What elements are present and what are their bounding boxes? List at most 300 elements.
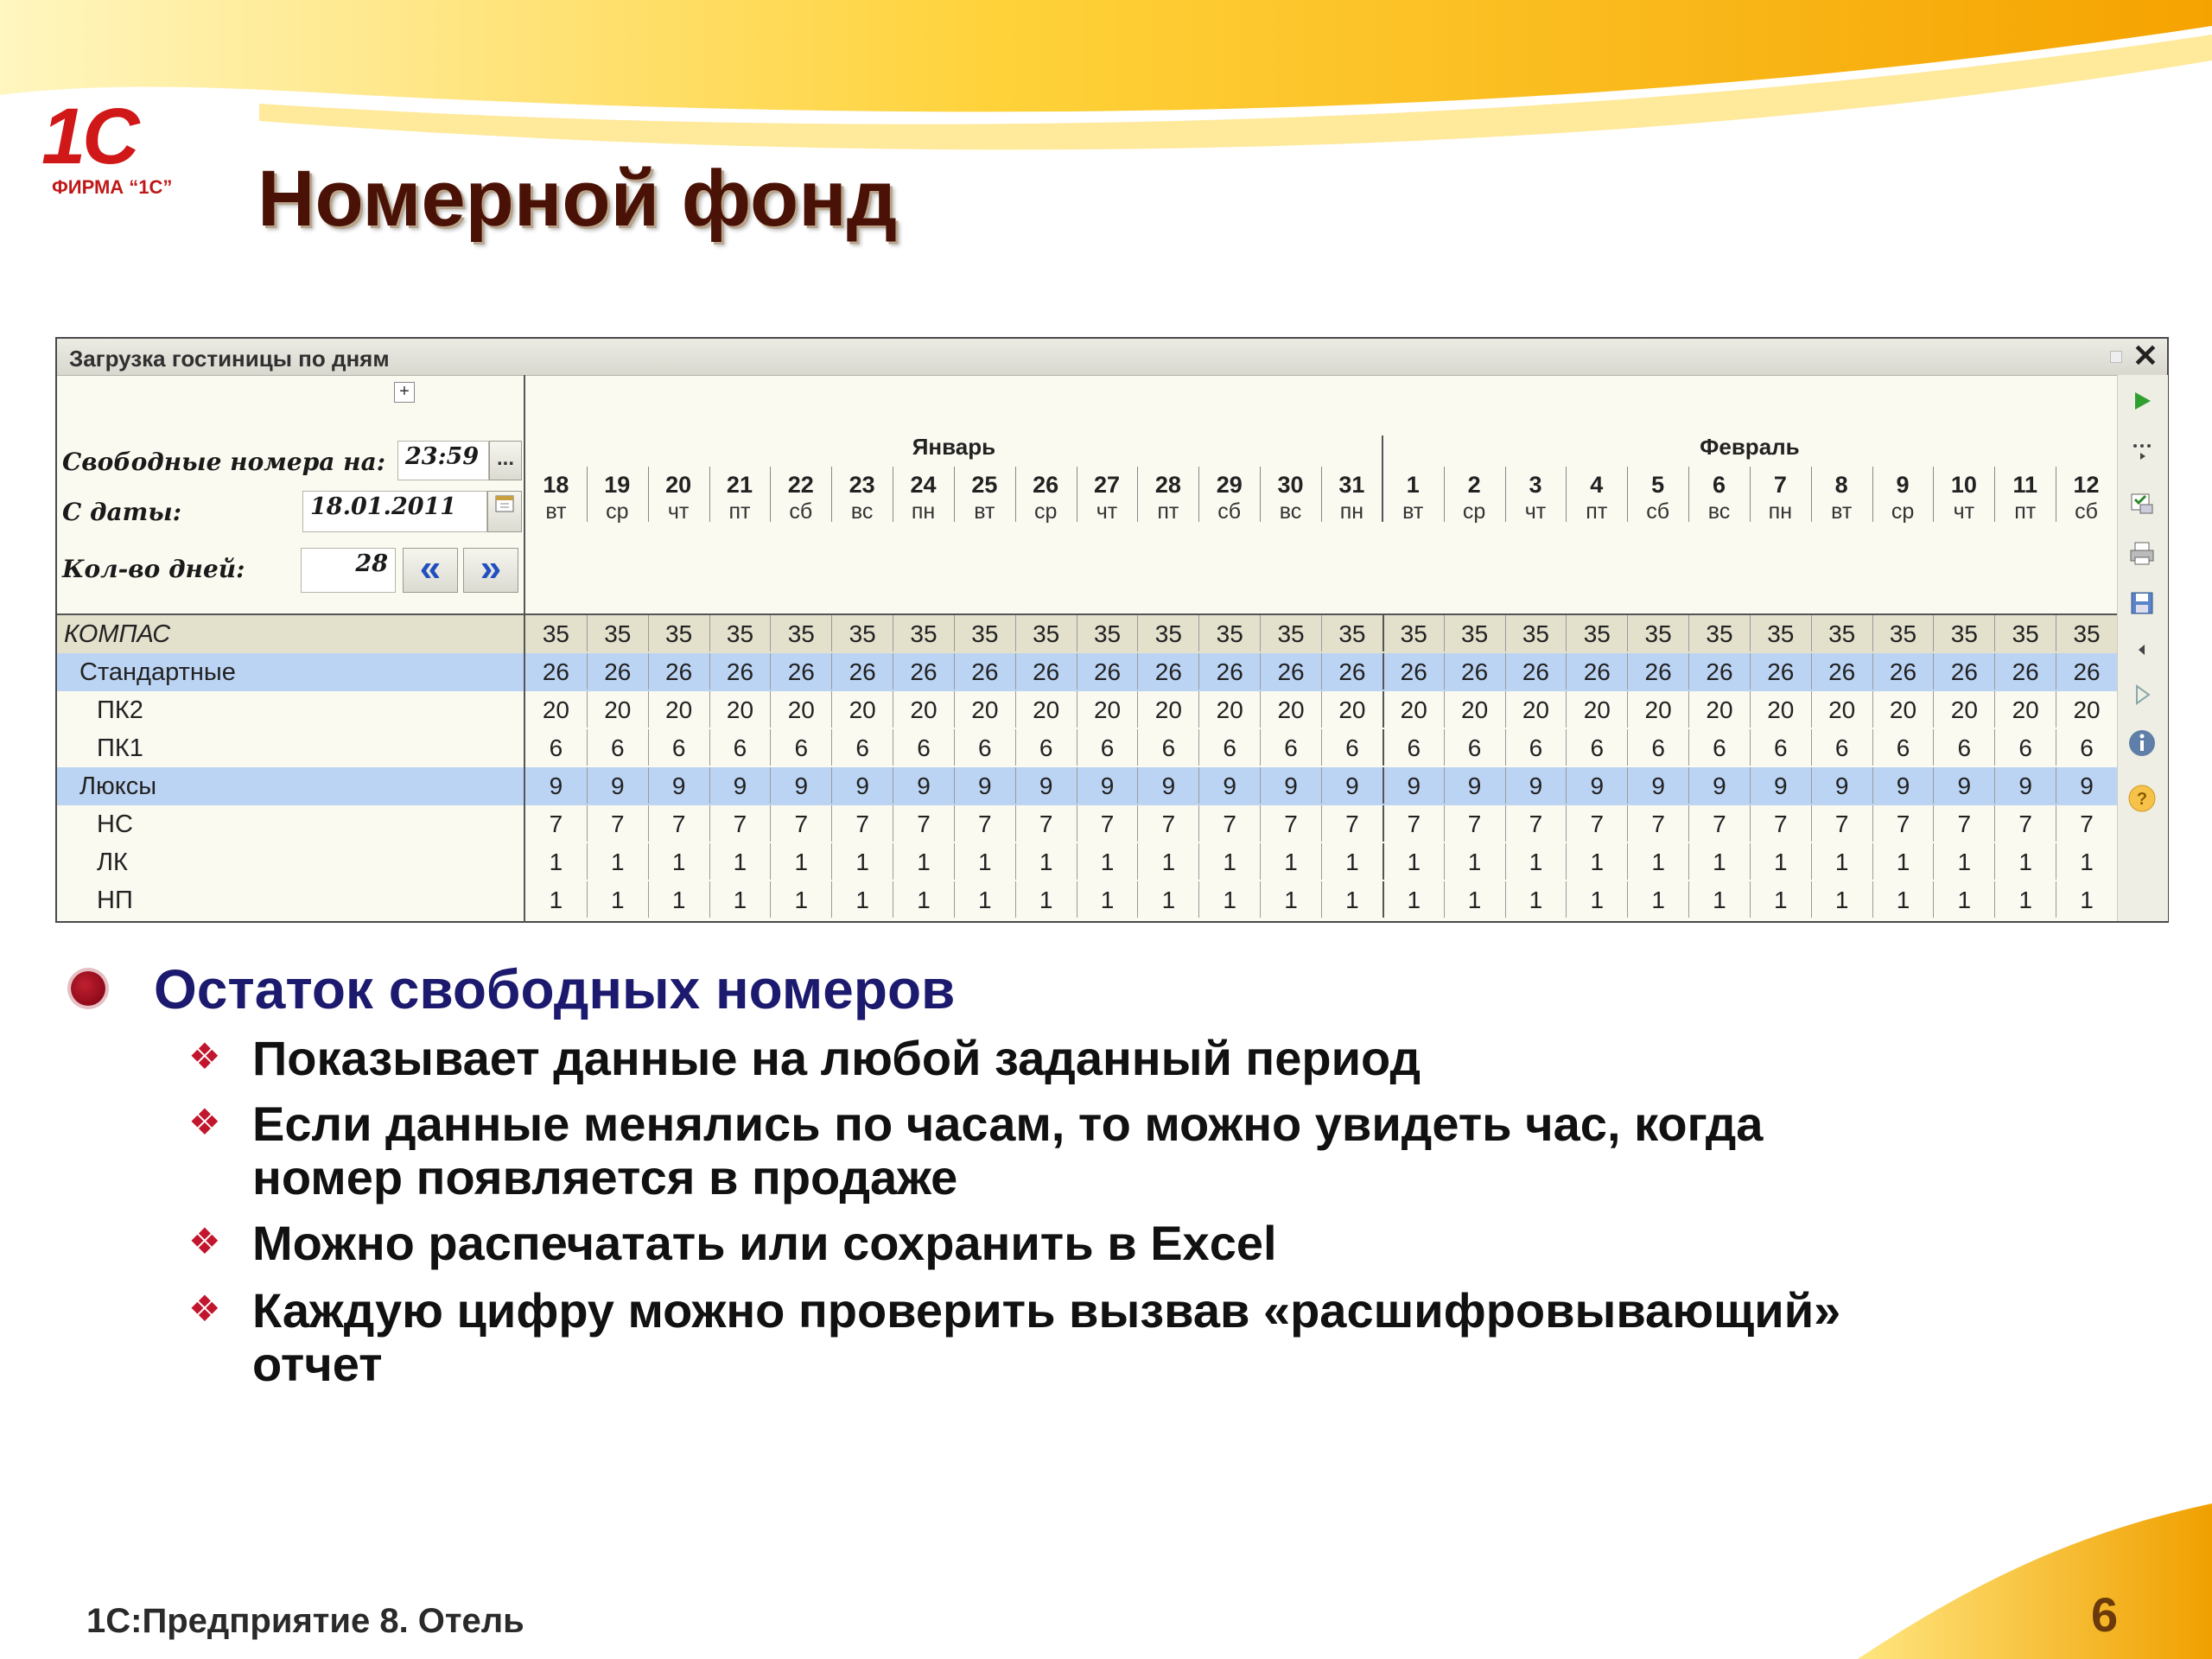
day-number: 11 bbox=[2012, 472, 2037, 498]
company-logo bbox=[41, 92, 214, 200]
window-toolbar bbox=[2117, 375, 2168, 921]
forward-icon[interactable] bbox=[2126, 679, 2158, 710]
availability-cell[interactable]: 20 bbox=[1260, 691, 1321, 728]
availability-cell[interactable]: 20 bbox=[893, 691, 954, 728]
day-number: 7 bbox=[1773, 472, 1787, 498]
weekday-label: ср bbox=[606, 499, 629, 524]
availability-cell[interactable]: 35 bbox=[542, 620, 569, 647]
availability-cell[interactable]: 6 bbox=[587, 729, 648, 766]
availability-cell[interactable]: 26 bbox=[1933, 653, 1994, 690]
availability-cell[interactable]: 9 bbox=[1566, 767, 1627, 804]
time-field[interactable]: 23:59 bbox=[397, 441, 489, 480]
weekday-label: чт bbox=[1096, 499, 1118, 524]
info-icon[interactable] bbox=[2126, 728, 2158, 759]
time-select-button[interactable]: ... bbox=[489, 441, 522, 480]
day-separator bbox=[1994, 467, 1995, 522]
availability-cell[interactable]: 1 bbox=[770, 881, 831, 918]
availability-cell[interactable]: 20 bbox=[1811, 691, 1872, 728]
availability-cell[interactable]: 35 bbox=[1198, 615, 1260, 652]
availability-cell[interactable]: 9 bbox=[1627, 767, 1688, 804]
availability-cell[interactable]: 1 bbox=[1627, 881, 1688, 918]
availability-cell[interactable]: 1 bbox=[1260, 881, 1321, 918]
prev-period-button[interactable]: « bbox=[403, 548, 458, 593]
availability-cell[interactable]: 9 bbox=[587, 767, 648, 804]
availability-cell[interactable]: 35 bbox=[1811, 615, 1872, 652]
day-number: 27 bbox=[1094, 472, 1121, 498]
availability-cell[interactable]: 26 bbox=[709, 653, 771, 690]
table-row[interactable] bbox=[57, 881, 2117, 919]
availability-cell[interactable]: 1 bbox=[1811, 881, 1872, 918]
availability-cell[interactable]: 20 bbox=[1015, 691, 1077, 728]
day-number: 5 bbox=[1651, 472, 1665, 498]
availability-cell[interactable]: 6 bbox=[549, 734, 563, 761]
availability-cell[interactable]: 9 bbox=[1750, 767, 1811, 804]
main-bullet-icon bbox=[71, 971, 105, 1006]
print-icon[interactable] bbox=[2126, 537, 2158, 569]
availability-cell[interactable]: 1 bbox=[1137, 881, 1198, 918]
availability-cell[interactable]: 7 bbox=[1750, 805, 1811, 842]
availability-cell[interactable]: 1 bbox=[954, 843, 1015, 880]
availability-cell[interactable]: 6 bbox=[1566, 729, 1627, 766]
settings-icon[interactable] bbox=[2126, 487, 2158, 518]
availability-cell[interactable]: 1 bbox=[1382, 843, 1444, 880]
weekday-label: вт bbox=[1831, 499, 1853, 524]
window-title: Загрузка гостиницы по дням bbox=[69, 346, 390, 372]
day-separator bbox=[648, 467, 649, 522]
availability-cell[interactable]: 1 bbox=[893, 843, 954, 880]
row-cells bbox=[525, 729, 2117, 766]
availability-cell[interactable]: 9 bbox=[549, 772, 563, 799]
availability-cell[interactable]: 1 bbox=[549, 887, 563, 913]
availability-cell[interactable]: 1 bbox=[1321, 881, 1382, 918]
availability-cell[interactable]: 9 bbox=[831, 767, 893, 804]
availability-cell[interactable]: 6 bbox=[1015, 729, 1077, 766]
main-bullet: Остаток свободных номеров bbox=[154, 958, 956, 1020]
weekday-label: ср bbox=[1033, 499, 1058, 524]
availability-cell[interactable]: 9 bbox=[1260, 767, 1321, 804]
availability-cell[interactable]: 7 bbox=[1933, 805, 1994, 842]
availability-cell[interactable]: 35 bbox=[1933, 615, 1994, 652]
availability-cell[interactable]: 20 bbox=[587, 691, 648, 728]
next-period-button[interactable]: » bbox=[463, 548, 518, 593]
bullet-item-continuation: отчет bbox=[252, 1337, 383, 1391]
availability-cell[interactable]: 35 bbox=[2056, 615, 2117, 652]
availability-cell[interactable]: 6 bbox=[1505, 729, 1567, 766]
more-icon[interactable] bbox=[2126, 435, 2158, 467]
availability-cell[interactable]: 9 bbox=[954, 767, 1015, 804]
availability-cell[interactable]: 20 bbox=[1077, 691, 1138, 728]
availability-cell[interactable]: 1 bbox=[1566, 843, 1627, 880]
day-separator bbox=[1811, 467, 1812, 522]
availability-cell[interactable]: 9 bbox=[1137, 767, 1198, 804]
availability-cell[interactable]: 20 bbox=[709, 691, 771, 728]
weekday-label: ср bbox=[1462, 499, 1486, 524]
availability-cell[interactable]: 1 bbox=[587, 881, 648, 918]
calendar-header bbox=[525, 375, 2117, 522]
availability-cell[interactable]: 9 bbox=[1444, 767, 1505, 804]
availability-cell[interactable]: 6 bbox=[1444, 729, 1505, 766]
availability-cell[interactable]: 20 bbox=[1750, 691, 1811, 728]
table-row[interactable] bbox=[57, 805, 2117, 843]
availability-cell[interactable]: 26 bbox=[1872, 653, 1934, 690]
bullet-item: Можно распечатать или сохранить в Excel bbox=[252, 1216, 1277, 1270]
day-separator bbox=[770, 467, 771, 522]
availability-cell[interactable]: 1 bbox=[1137, 843, 1198, 880]
availability-cell[interactable]: 7 bbox=[1627, 805, 1688, 842]
availability-cell[interactable]: 35 bbox=[587, 615, 648, 652]
help-icon[interactable] bbox=[2126, 783, 2158, 814]
availability-cell[interactable]: 35 bbox=[1688, 615, 1750, 652]
expand-button[interactable]: + bbox=[394, 382, 415, 403]
day-separator bbox=[1688, 467, 1689, 522]
availability-cell[interactable]: 20 bbox=[831, 691, 893, 728]
bullet-item: Если данные менялись по часам, то можно увидеть час, когда bbox=[252, 1096, 1764, 1151]
availability-cell[interactable]: 35 bbox=[893, 615, 954, 652]
availability-cell[interactable]: 35 bbox=[1872, 615, 1934, 652]
availability-cell[interactable]: 9 bbox=[1382, 767, 1444, 804]
availability-cell[interactable]: 20 bbox=[1321, 691, 1382, 728]
availability-cell[interactable]: 26 bbox=[1015, 653, 1077, 690]
availability-cell[interactable]: 26 bbox=[1260, 653, 1321, 690]
table-row[interactable] bbox=[57, 729, 2117, 767]
availability-cell[interactable]: 35 bbox=[1077, 615, 1138, 652]
availability-cell[interactable]: 1 bbox=[893, 881, 954, 918]
page-number: 6 bbox=[2091, 1587, 2119, 1642]
availability-cell[interactable]: 35 bbox=[770, 615, 831, 652]
availability-cell[interactable]: 1 bbox=[1382, 881, 1444, 918]
availability-cell[interactable]: 9 bbox=[1872, 767, 1934, 804]
availability-cell[interactable]: 26 bbox=[1198, 653, 1260, 690]
availability-cell[interactable]: 35 bbox=[1444, 615, 1505, 652]
availability-cell[interactable]: 7 bbox=[1444, 805, 1505, 842]
availability-cell[interactable]: 20 bbox=[1994, 691, 2056, 728]
availability-cell[interactable]: 6 bbox=[1872, 729, 1934, 766]
from-date-label: С даты: bbox=[62, 498, 182, 526]
row-name: НС bbox=[97, 810, 133, 838]
availability-cell[interactable]: 1 bbox=[1750, 881, 1811, 918]
availability-cell[interactable]: 6 bbox=[1688, 729, 1750, 766]
save-icon[interactable] bbox=[2126, 588, 2158, 619]
availability-cell[interactable]: 1 bbox=[587, 843, 648, 880]
availability-cell[interactable]: 9 bbox=[893, 767, 954, 804]
availability-cell[interactable]: 20 bbox=[542, 696, 569, 723]
day-separator bbox=[587, 467, 588, 522]
availability-cell[interactable]: 6 bbox=[709, 729, 771, 766]
availability-cell[interactable]: 35 bbox=[1566, 615, 1627, 652]
availability-cell[interactable]: 1 bbox=[831, 881, 893, 918]
table-row[interactable] bbox=[57, 767, 2117, 805]
availability-cell[interactable]: 26 bbox=[1811, 653, 1872, 690]
availability-cell[interactable]: 7 bbox=[1137, 805, 1198, 842]
availability-cell[interactable]: 9 bbox=[1688, 767, 1750, 804]
availability-cell[interactable]: 35 bbox=[1750, 615, 1811, 652]
availability-cell[interactable]: 6 bbox=[1382, 729, 1444, 766]
availability-cell[interactable]: 6 bbox=[770, 729, 831, 766]
availability-cell[interactable]: 20 bbox=[770, 691, 831, 728]
availability-cell[interactable]: 35 bbox=[709, 615, 771, 652]
availability-cell[interactable]: 1 bbox=[549, 849, 563, 875]
availability-cell[interactable]: 1 bbox=[709, 881, 771, 918]
weekday-label: вт bbox=[1402, 499, 1424, 524]
availability-cell[interactable]: 35 bbox=[1505, 615, 1567, 652]
day-number: 25 bbox=[971, 472, 998, 498]
availability-cell[interactable]: 1 bbox=[1077, 881, 1138, 918]
availability-cell[interactable]: 7 bbox=[587, 805, 648, 842]
day-number: 30 bbox=[1277, 472, 1304, 498]
availability-cell[interactable]: 26 bbox=[954, 653, 1015, 690]
day-number: 1 bbox=[1406, 472, 1420, 498]
availability-cell[interactable]: 20 bbox=[954, 691, 1015, 728]
weekday-label: пт bbox=[1586, 499, 1608, 524]
availability-cell[interactable]: 1 bbox=[1015, 843, 1077, 880]
row-cells bbox=[525, 881, 2117, 918]
availability-cell[interactable]: 1 bbox=[1933, 881, 1994, 918]
day-number: 12 bbox=[2073, 472, 2100, 498]
day-number: 3 bbox=[1529, 472, 1542, 498]
availability-cell[interactable]: 35 bbox=[1382, 615, 1444, 652]
availability-cell[interactable]: 9 bbox=[770, 767, 831, 804]
availability-cell[interactable]: 6 bbox=[1321, 729, 1382, 766]
availability-cell[interactable]: 35 bbox=[831, 615, 893, 652]
calendar-icon[interactable] bbox=[487, 491, 522, 532]
availability-cell[interactable]: 26 bbox=[1566, 653, 1627, 690]
availability-cell[interactable]: 1 bbox=[770, 843, 831, 880]
availability-cell[interactable]: 9 bbox=[1811, 767, 1872, 804]
row-name: НП bbox=[97, 887, 133, 914]
availability-cell[interactable]: 6 bbox=[1994, 729, 2056, 766]
availability-cell[interactable]: 7 bbox=[1077, 805, 1138, 842]
availability-cell[interactable]: 35 bbox=[1137, 615, 1198, 652]
day-separator bbox=[1627, 467, 1628, 522]
from-date-field[interactable]: 18.01.2011 bbox=[302, 491, 487, 532]
availability-cell[interactable]: 1 bbox=[1627, 843, 1688, 880]
availability-cell[interactable]: 6 bbox=[1933, 729, 1994, 766]
availability-cell[interactable]: 1 bbox=[1015, 881, 1077, 918]
weekday-label: пт bbox=[2014, 499, 2037, 524]
availability-cell[interactable]: 7 bbox=[1260, 805, 1321, 842]
availability-cell[interactable]: 1 bbox=[1811, 843, 1872, 880]
table-row[interactable] bbox=[57, 843, 2117, 881]
availability-cell[interactable]: 1 bbox=[709, 843, 771, 880]
availability-cell[interactable]: 26 bbox=[1994, 653, 2056, 690]
availability-cell[interactable]: 1 bbox=[648, 843, 709, 880]
availability-cell[interactable]: 26 bbox=[1321, 653, 1382, 690]
availability-cell[interactable]: 9 bbox=[648, 767, 709, 804]
availability-cell[interactable]: 7 bbox=[954, 805, 1015, 842]
availability-cell[interactable]: 6 bbox=[1260, 729, 1321, 766]
name-column-divider bbox=[524, 615, 525, 923]
availability-cell[interactable]: 7 bbox=[1382, 805, 1444, 842]
availability-cell[interactable]: 26 bbox=[1627, 653, 1688, 690]
availability-cell[interactable]: 7 bbox=[831, 805, 893, 842]
availability-cell[interactable]: 6 bbox=[831, 729, 893, 766]
availability-cell[interactable]: 6 bbox=[1627, 729, 1688, 766]
availability-cell[interactable]: 1 bbox=[1198, 881, 1260, 918]
availability-cell[interactable]: 20 bbox=[1137, 691, 1198, 728]
day-separator bbox=[831, 467, 832, 522]
table-row[interactable] bbox=[57, 691, 2117, 729]
availability-cell[interactable]: 1 bbox=[648, 881, 709, 918]
availability-cell[interactable]: 26 bbox=[648, 653, 709, 690]
availability-cell[interactable]: 35 bbox=[1321, 615, 1382, 652]
availability-cell[interactable]: 7 bbox=[648, 805, 709, 842]
availability-cell[interactable]: 1 bbox=[1505, 843, 1567, 880]
weekday-label: сб bbox=[789, 499, 813, 524]
availability-cell[interactable]: 20 bbox=[648, 691, 709, 728]
availability-cell[interactable]: 35 bbox=[1260, 615, 1321, 652]
day-number: 21 bbox=[726, 472, 753, 498]
run-icon[interactable] bbox=[2126, 385, 2158, 416]
table-row[interactable] bbox=[57, 615, 2117, 653]
availability-cell[interactable]: 1 bbox=[831, 843, 893, 880]
row-cells bbox=[525, 805, 2117, 842]
window-minimize-icon[interactable] bbox=[2110, 351, 2122, 363]
availability-cell[interactable]: 1 bbox=[1505, 881, 1567, 918]
availability-cell[interactable]: 20 bbox=[1933, 691, 1994, 728]
day-number: 6 bbox=[1712, 472, 1726, 498]
availability-cell[interactable]: 26 bbox=[770, 653, 831, 690]
expand-left-icon[interactable] bbox=[2126, 634, 2158, 665]
availability-cell[interactable]: 1 bbox=[1260, 843, 1321, 880]
availability-cell[interactable]: 7 bbox=[549, 810, 563, 837]
availability-cell[interactable]: 26 bbox=[1077, 653, 1138, 690]
availability-cell[interactable]: 20 bbox=[1627, 691, 1688, 728]
table-row[interactable] bbox=[57, 653, 2117, 691]
availability-cell[interactable]: 7 bbox=[1321, 805, 1382, 842]
availability-cell[interactable]: 26 bbox=[1137, 653, 1198, 690]
availability-cell[interactable]: 20 bbox=[1505, 691, 1567, 728]
availability-cell[interactable]: 20 bbox=[1382, 691, 1444, 728]
availability-cell[interactable]: 26 bbox=[1505, 653, 1567, 690]
availability-cell[interactable]: 6 bbox=[954, 729, 1015, 766]
availability-cell[interactable]: 6 bbox=[2056, 729, 2117, 766]
day-separator bbox=[1137, 467, 1138, 522]
availability-cell[interactable]: 9 bbox=[2056, 767, 2117, 804]
availability-cell[interactable]: 7 bbox=[1198, 805, 1260, 842]
availability-cell[interactable]: 9 bbox=[1077, 767, 1138, 804]
weekday-label: вт bbox=[974, 499, 995, 524]
availability-cell[interactable]: 9 bbox=[1015, 767, 1077, 804]
availability-cell[interactable]: 20 bbox=[1566, 691, 1627, 728]
row-name: ПК2 bbox=[97, 696, 143, 724]
availability-cell[interactable]: 7 bbox=[1994, 805, 2056, 842]
availability-cell[interactable]: 6 bbox=[1750, 729, 1811, 766]
availability-cell[interactable]: 1 bbox=[1750, 843, 1811, 880]
availability-cell[interactable]: 1 bbox=[1444, 881, 1505, 918]
availability-cell[interactable]: 6 bbox=[1077, 729, 1138, 766]
availability-cell[interactable]: 1 bbox=[1872, 843, 1934, 880]
weekday-label: пт bbox=[728, 499, 751, 524]
window-titlebar[interactable] bbox=[57, 339, 2167, 376]
availability-cell[interactable]: 20 bbox=[1198, 691, 1260, 728]
day-separator bbox=[1444, 467, 1445, 522]
row-cells bbox=[525, 767, 2117, 804]
close-icon[interactable]: ✕ bbox=[2132, 338, 2158, 373]
availability-cell[interactable]: 7 bbox=[709, 805, 771, 842]
availability-cell[interactable]: 1 bbox=[1198, 843, 1260, 880]
availability-cell[interactable]: 6 bbox=[1811, 729, 1872, 766]
availability-cell[interactable]: 1 bbox=[1077, 843, 1138, 880]
availability-cell[interactable]: 1 bbox=[954, 881, 1015, 918]
availability-cell[interactable]: 26 bbox=[1750, 653, 1811, 690]
availability-cell[interactable]: 26 bbox=[542, 658, 569, 685]
availability-cell[interactable]: 7 bbox=[770, 805, 831, 842]
availability-cell[interactable]: 1 bbox=[2056, 881, 2117, 918]
availability-cell[interactable]: 6 bbox=[1137, 729, 1198, 766]
availability-cell[interactable]: 7 bbox=[1688, 805, 1750, 842]
availability-cell[interactable]: 20 bbox=[1444, 691, 1505, 728]
availability-cell[interactable]: 6 bbox=[648, 729, 709, 766]
availability-cell[interactable]: 6 bbox=[1198, 729, 1260, 766]
availability-cell[interactable]: 1 bbox=[1872, 881, 1934, 918]
availability-cell[interactable]: 20 bbox=[2056, 691, 2117, 728]
availability-cell[interactable]: 1 bbox=[2056, 843, 2117, 880]
availability-cell[interactable]: 1 bbox=[1933, 843, 1994, 880]
availability-cell[interactable]: 26 bbox=[1382, 653, 1444, 690]
availability-cell[interactable]: 7 bbox=[2056, 805, 2117, 842]
svg-text:?: ? bbox=[2136, 790, 2148, 809]
availability-cell[interactable]: 1 bbox=[1321, 843, 1382, 880]
availability-cell[interactable]: 1 bbox=[1688, 881, 1750, 918]
availability-cell[interactable]: 35 bbox=[648, 615, 709, 652]
availability-cell[interactable]: 26 bbox=[831, 653, 893, 690]
availability-cell[interactable]: 9 bbox=[1994, 767, 2056, 804]
day-separator bbox=[1198, 467, 1199, 522]
availability-cell[interactable]: 7 bbox=[1872, 805, 1934, 842]
availability-cell[interactable]: 26 bbox=[587, 653, 648, 690]
weekday-label: вт bbox=[545, 499, 567, 524]
days-count-field[interactable]: 28 bbox=[301, 548, 396, 593]
availability-cell[interactable]: 7 bbox=[893, 805, 954, 842]
day-number: 19 bbox=[604, 472, 631, 498]
day-separator bbox=[1566, 467, 1567, 522]
availability-cell[interactable]: 26 bbox=[893, 653, 954, 690]
availability-cell[interactable]: 1 bbox=[1688, 843, 1750, 880]
availability-cell[interactable]: 26 bbox=[2056, 653, 2117, 690]
availability-cell[interactable]: 9 bbox=[1198, 767, 1260, 804]
day-separator bbox=[1750, 467, 1751, 522]
availability-cell[interactable]: 6 bbox=[893, 729, 954, 766]
availability-cell[interactable]: 35 bbox=[1994, 615, 2056, 652]
row-cells bbox=[525, 843, 2117, 880]
weekday-label: чт bbox=[1524, 499, 1547, 524]
availability-cell[interactable]: 35 bbox=[1015, 615, 1077, 652]
availability-cell[interactable]: 1 bbox=[1994, 843, 2056, 880]
availability-cell[interactable]: 35 bbox=[954, 615, 1015, 652]
days-count-label: Кол-во дней: bbox=[62, 555, 245, 583]
availability-cell[interactable]: 7 bbox=[1015, 805, 1077, 842]
availability-cell[interactable]: 7 bbox=[1505, 805, 1567, 842]
availability-cell[interactable]: 9 bbox=[1321, 767, 1382, 804]
availability-cell[interactable]: 9 bbox=[709, 767, 771, 804]
hotel-load-window bbox=[55, 337, 2169, 923]
day-number: 24 bbox=[910, 472, 937, 498]
availability-cell[interactable]: 1 bbox=[1994, 881, 2056, 918]
availability-cell[interactable]: 20 bbox=[1872, 691, 1934, 728]
availability-cell[interactable]: 7 bbox=[1811, 805, 1872, 842]
availability-cell[interactable]: 1 bbox=[1566, 881, 1627, 918]
availability-cell[interactable]: 26 bbox=[1688, 653, 1750, 690]
weekday-label: вс bbox=[1279, 499, 1302, 524]
availability-cell[interactable]: 9 bbox=[1505, 767, 1567, 804]
availability-cell[interactable]: 1 bbox=[1444, 843, 1505, 880]
availability-cell[interactable]: 35 bbox=[1627, 615, 1688, 652]
availability-cell[interactable]: 20 bbox=[1688, 691, 1750, 728]
availability-cell[interactable]: 9 bbox=[1933, 767, 1994, 804]
availability-cell[interactable]: 26 bbox=[1444, 653, 1505, 690]
footer-text: 1С:Предприятие 8. Отель bbox=[86, 1602, 524, 1640]
availability-cell[interactable]: 7 bbox=[1566, 805, 1627, 842]
